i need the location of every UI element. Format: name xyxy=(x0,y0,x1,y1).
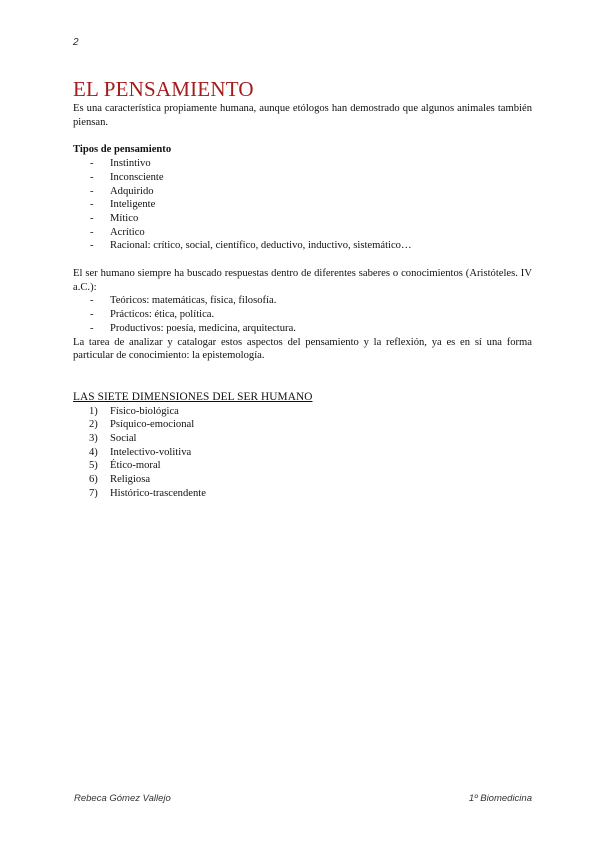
saberes-paragraph: El ser humano siempre ha buscado respuestas dentro de diferentes saberes o conocimientos (Aristóteles. IV a.C.): xyxy=(73,268,532,293)
dash-marker: - xyxy=(90,185,94,197)
list-item-text: Prácticos: ética, política. xyxy=(110,309,215,321)
list-item-text: Social xyxy=(110,433,137,445)
list-item xyxy=(73,487,532,501)
dash-marker: - xyxy=(90,212,94,224)
list-item xyxy=(73,459,532,473)
list-item-text: Racional: crítico, social, científico, deductivo, inductivo, sistemático… xyxy=(110,240,412,252)
dash-marker: - xyxy=(90,240,94,252)
document-body xyxy=(73,77,532,501)
list-item xyxy=(73,432,532,446)
tipos-list xyxy=(73,157,532,253)
list-item xyxy=(73,157,532,171)
list-item-text: Inconsciente xyxy=(110,171,164,183)
list-item xyxy=(73,239,532,253)
list-item xyxy=(73,198,532,212)
footer-course: 1º Biomedicina xyxy=(468,793,532,804)
list-item xyxy=(73,446,532,460)
list-number: 6) xyxy=(89,474,98,486)
list-number: 5) xyxy=(89,460,98,472)
list-item-text: Físico-biológica xyxy=(110,405,179,417)
list-item-text: Mítico xyxy=(110,212,139,224)
list-item xyxy=(73,171,532,185)
list-item xyxy=(73,226,532,240)
dash-marker: - xyxy=(90,199,94,211)
dimensiones-heading: LAS SIETE DIMENSIONES DEL SER HUMANO xyxy=(73,390,313,403)
list-item xyxy=(73,418,532,432)
list-item-text: Inteligente xyxy=(110,199,156,211)
list-item-text: Religiosa xyxy=(110,474,151,486)
epistemologia-paragraph: La tarea de analizar y catalogar estos aspectos del pensamiento y la reflexión, ya es en sí una forma particular de conocimiento: la epistemología. xyxy=(73,336,532,362)
list-item xyxy=(73,294,532,308)
list-item-text: Teóricos: matemáticas, física, filosofía. xyxy=(110,295,277,307)
list-number: 4) xyxy=(89,446,98,458)
list-item-text: Productivos: poesía, medicina, arquitectura. xyxy=(110,322,296,334)
list-item-text: Psíquico-emocional xyxy=(110,419,195,431)
list-item-text: Histórico-trascendente xyxy=(110,487,206,499)
dash-marker: - xyxy=(90,295,94,307)
list-item xyxy=(73,473,532,487)
list-number: 2) xyxy=(89,419,98,431)
dash-marker: - xyxy=(90,226,94,238)
page-title: EL PENSAMIENTO xyxy=(73,77,254,101)
list-item-text: Acrítico xyxy=(110,226,145,238)
footer-author: Rebeca Gómez Vallejo xyxy=(74,793,171,804)
list-item-text: Adquirido xyxy=(110,185,154,197)
dash-marker: - xyxy=(90,158,94,170)
list-item xyxy=(73,185,532,199)
list-item xyxy=(73,212,532,226)
dash-marker: - xyxy=(90,322,94,334)
tipos-heading: Tipos de pensamiento xyxy=(73,144,172,156)
list-item xyxy=(73,308,532,322)
page-number: 2 xyxy=(73,37,79,48)
list-number: 3) xyxy=(89,433,98,445)
list-item-text: Intelectivo-volitiva xyxy=(110,446,192,458)
dash-marker: - xyxy=(90,171,94,183)
spacer xyxy=(73,253,532,267)
dash-marker: - xyxy=(90,309,94,321)
list-item-text: Ético-moral xyxy=(110,460,161,472)
intro-paragraph: Es una característica propiamente humana, aunque etólogos han demostrado que algunos animales también piensan. xyxy=(73,103,532,128)
list-item xyxy=(73,322,532,336)
list-item xyxy=(73,405,532,419)
dimensiones-list xyxy=(73,405,532,501)
list-number: 7) xyxy=(89,487,98,499)
list-number: 1) xyxy=(89,405,98,417)
list-item-text: Instintivo xyxy=(110,158,151,170)
saberes-list xyxy=(73,294,532,335)
